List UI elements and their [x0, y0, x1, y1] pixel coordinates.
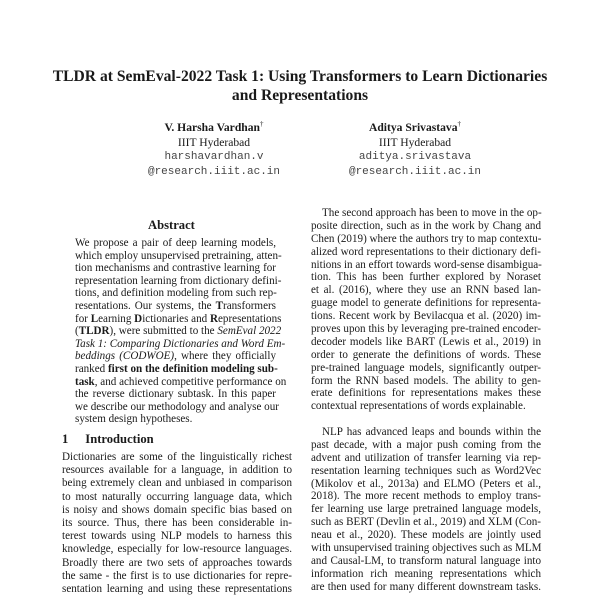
text-line: the reverse dictionary subtask. In this paper	[75, 388, 276, 401]
bold-text: TLDR	[78, 325, 110, 338]
author-email: aditya.srivastava	[358, 150, 472, 163]
text-line: Dictionaries are some of the linguistically richest	[62, 451, 292, 463]
text-line: its source. Thus, there has been considerable in-	[62, 516, 292, 529]
text-line: terest towards using NLP models to harness this	[62, 530, 292, 543]
text-line: ranked first on the definition modeling sub-	[75, 362, 278, 375]
section-heading-introduction	[62, 432, 154, 447]
author-affiliation: IIIT Hyderabad	[378, 135, 452, 149]
text-line: fer learning use large pretrained language models,	[311, 503, 541, 516]
text-line: We propose a pair of deep learning models,	[75, 237, 276, 249]
text-line: and Causal-LM, to transform natural language into	[311, 554, 541, 567]
text-line: The second approach has been to move in the op-	[322, 207, 542, 219]
text-line	[75, 337, 286, 351]
introduction-body-left	[62, 451, 292, 596]
text-line: tions. Recent work by Bevilacqua et al. (2020) im-	[311, 310, 541, 323]
text-line: the same - the first is to use dictionaries for repre-	[62, 569, 292, 582]
text-line: (Mikolov et al., 2013a) and ELMO (Peters et al.,	[311, 477, 541, 490]
text-line: 2018). The more recent methods to employ trans-	[311, 490, 541, 503]
text-line: sentation learning and using these representations	[62, 582, 292, 595]
author-1	[114, 117, 314, 180]
text-line: order to generate the definitions of words. These	[311, 348, 541, 361]
text-line: such as BERT (Devlin et al., 2019) and XLM (Con-	[311, 516, 541, 529]
text-line: with unsupervised training objectives such as MLM	[311, 542, 542, 555]
text-line: past decade, with a major push coming from the	[311, 438, 541, 451]
introduction-body-right-para-2	[311, 426, 541, 594]
bold-text: T	[215, 299, 224, 312]
abstract-body	[75, 237, 287, 426]
bold-text: D	[134, 312, 143, 325]
author-email-domain: @research.iiit.ac.in	[147, 165, 281, 178]
italic-text: SemEval 2022	[217, 325, 282, 338]
text-line: being extremely clean and unbiased in comparison	[62, 477, 292, 490]
text-line: system design hypotheses.	[75, 413, 193, 426]
author-email-domain: @research.iiit.ac.in	[348, 165, 482, 178]
text-line: knowledge, especially for low-resource languages.	[62, 543, 292, 556]
author-email: harshavardhan.v	[164, 150, 264, 163]
bold-text: first on the definition modeling sub-	[107, 362, 278, 375]
section-number: 1	[62, 432, 69, 446]
text-line: are then used for many different downstream tasks.	[311, 580, 541, 593]
text-line: alized word representations to their dictionary defi-	[311, 245, 541, 258]
text-line: neau et al., 2020). These models are jointly used	[311, 529, 541, 542]
text-line: nitions in an effort towards word-sense disambigua-	[311, 258, 542, 271]
italic-text: Task 1: Comparing Dictionaries and Word Em-	[75, 337, 286, 350]
text-line: task, and achieved competitive performance on	[75, 375, 287, 388]
author-name: V. Harsha Vardhan	[164, 120, 260, 134]
paper-title-line-1: TLDR at SemEval-2022 Task 1: Using Transformers to Learn Dictionaries	[52, 68, 548, 85]
bold-text: L	[90, 312, 99, 325]
text-line: representation learning from dictionary defini-	[75, 274, 282, 287]
text-line: tions, and definition modeling from such rep-	[75, 287, 277, 300]
text-line: beddings (CODWOE), where they officially	[75, 350, 276, 363]
text-line: Chen (2019) where the authors try to map contextu-	[311, 232, 542, 245]
bold-text: task	[75, 375, 95, 388]
text-line: Broadly there are two sets of approaches towards	[62, 556, 292, 569]
text-line: resources available for a language, in addition to	[62, 464, 292, 477]
text-line: tion. This has been further explored by Noraset	[311, 271, 541, 284]
text-line: resentation learning techniques such as Word2Vec	[311, 464, 541, 477]
bold-text: R	[209, 312, 218, 325]
text-line: is noisy and shows domain specific bias based on	[62, 503, 292, 516]
section-title: Introduction	[85, 432, 154, 446]
paper-title-line-2: and Representations	[231, 87, 369, 104]
text-line: we describe our methodology and analyse our	[75, 400, 279, 413]
introduction-body-right-para-1	[311, 207, 541, 413]
abstract-heading: Abstract	[148, 218, 195, 232]
text-line: NLP has advanced leaps and bounds within the	[322, 426, 541, 438]
text-line: advent and utilization of transfer learning via rep-	[311, 451, 541, 464]
author-2	[315, 117, 515, 180]
text-line: proves upon this by leveraging pre-trained encoder-	[311, 323, 541, 336]
text-line: (TLDR), were submitted to the SemEval 2022	[75, 325, 282, 338]
italic-text: beddings (CODWOE)	[75, 350, 175, 363]
author-name: Aditya Srivastava	[368, 120, 458, 134]
text-line: contextual representations of words explainable.	[311, 400, 526, 413]
author-affiliation: IIIT Hyderabad	[177, 135, 251, 149]
text-line: erate definitions for representations makes these	[311, 387, 541, 400]
text-line: pre-trained language models, significantly outper-	[311, 361, 541, 374]
author-mark: †	[457, 120, 462, 128]
text-line: resentations. Our systems, the Transformers	[75, 299, 276, 312]
text-line: posite direction, such as in the work by Chang and	[311, 219, 541, 232]
text-line: et al. (2016), where they use an RNN based lan-	[311, 284, 541, 297]
text-line: decoder models like BART (Lewis et al., 2019) in	[311, 335, 541, 348]
author-mark: †	[259, 120, 264, 128]
text-line: information rich meaning representations which	[311, 567, 541, 580]
text-line: guage model to generate definitions for representa-	[311, 297, 541, 310]
text-line: for Learning Dictionaries and Representations	[75, 312, 282, 325]
text-line: to most naturally occurring language data, which	[62, 490, 292, 503]
text-line: which employ unsupervised pretraining, atten-	[75, 249, 282, 262]
text-line: tion mechanisms and contrastive learning for	[75, 262, 276, 275]
text-line: form the RNN based models. The ability to gen-	[311, 374, 541, 387]
